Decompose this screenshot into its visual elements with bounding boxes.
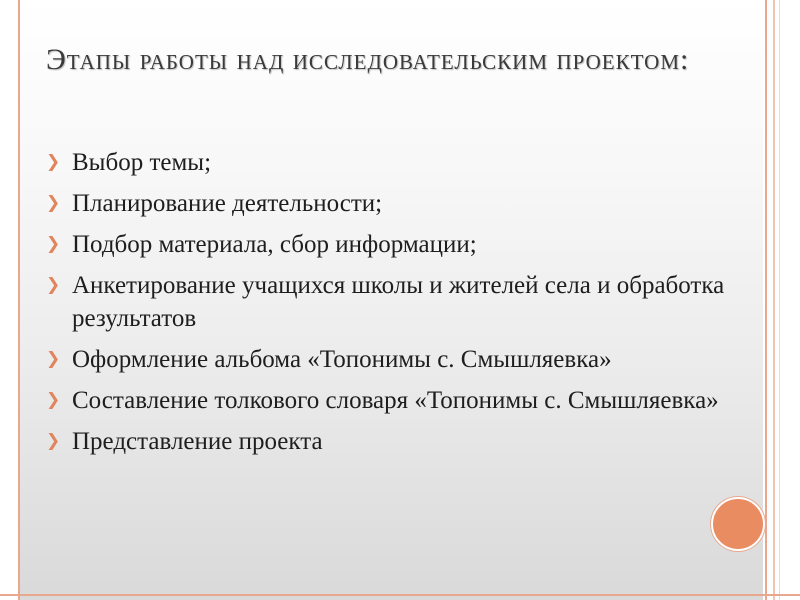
left-border-rail — [0, 0, 20, 600]
list-item-text: Анкетирование учащихся школы и жителей села и обработка результатов — [72, 272, 725, 332]
list-item — [46, 146, 726, 179]
hollow-arrow-bullet-icon: ❯ — [46, 390, 61, 410]
list-item — [46, 425, 726, 458]
list-item-text: Выбор темы; — [72, 149, 212, 176]
right-border-line — [779, 0, 780, 600]
list-item-text: Представление проекта — [72, 428, 323, 455]
list-item-text: Планирование деятельности; — [72, 190, 383, 217]
slide-title: Этапы работы над исследовательским проектом: — [46, 43, 690, 76]
decorative-circle — [711, 497, 765, 551]
list-item — [46, 343, 726, 376]
right-border-line — [773, 0, 775, 600]
right-border-line — [765, 0, 767, 600]
bullet-list — [46, 146, 726, 466]
bottom-border-line — [0, 594, 800, 596]
hollow-arrow-bullet-icon: ❯ — [46, 349, 61, 369]
hollow-arrow-bullet-icon: ❯ — [46, 193, 61, 213]
hollow-arrow-bullet-icon: ❯ — [46, 234, 61, 254]
hollow-arrow-bullet-icon: ❯ — [46, 275, 61, 295]
hollow-arrow-bullet-icon: ❯ — [46, 152, 61, 172]
list-item-text: Составление толкового словаря «Топонимы с. Смышляевка» — [72, 387, 719, 414]
list-item — [46, 384, 726, 417]
list-item — [46, 187, 726, 220]
list-item-text: Подбор материала, сбор информации; — [72, 231, 477, 258]
right-border-rail — [763, 0, 800, 600]
list-item — [46, 269, 726, 335]
list-item — [46, 228, 726, 261]
hollow-arrow-bullet-icon: ❯ — [46, 431, 61, 451]
list-item-text: Оформление альбома «Топонимы с. Смышляевка» — [72, 346, 612, 373]
